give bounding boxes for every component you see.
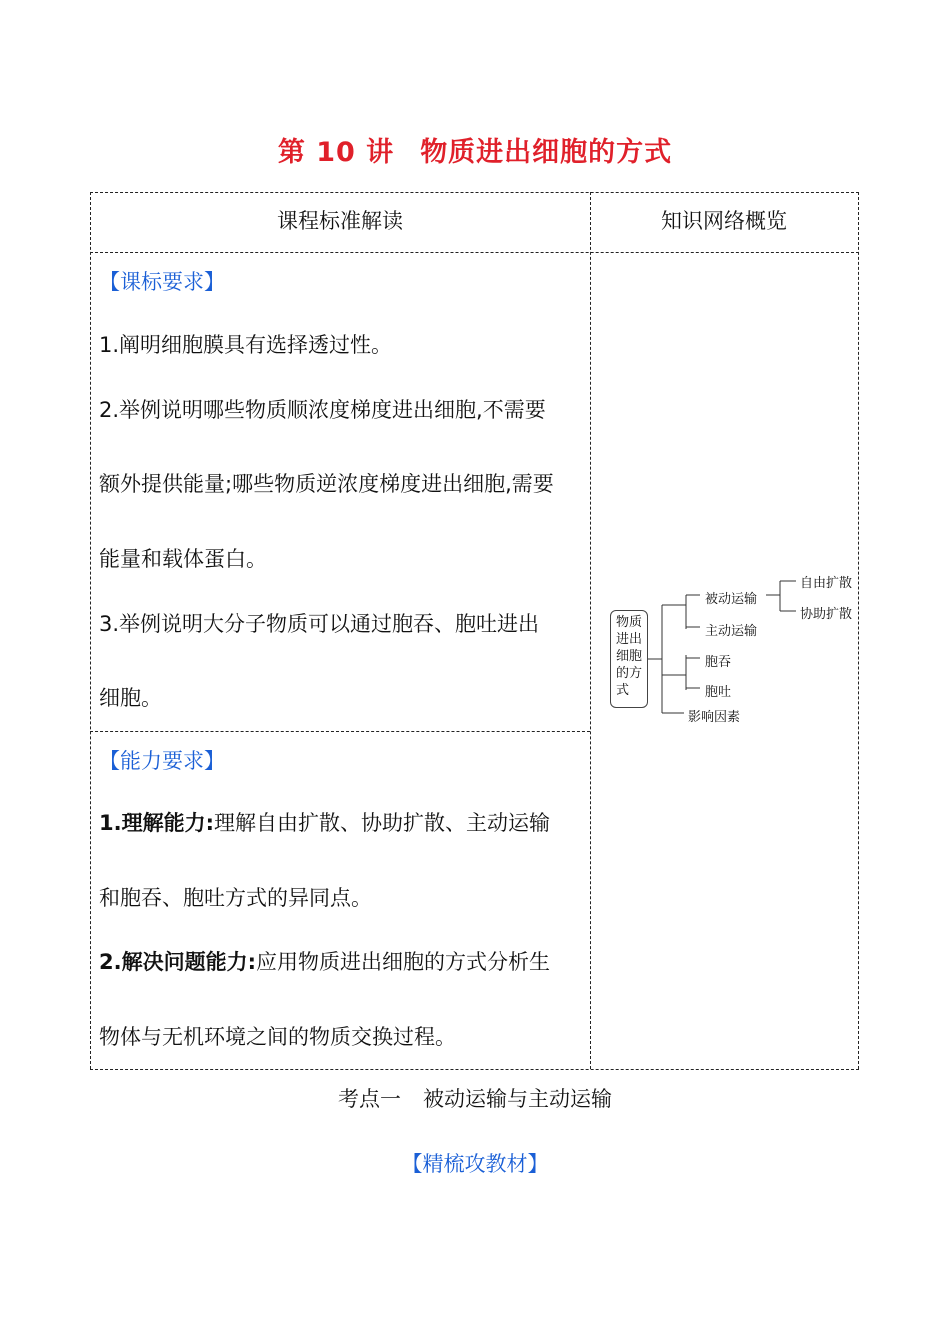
table-header-divider bbox=[90, 252, 859, 253]
col-header-knowledge-map: 知识网络概览 bbox=[661, 209, 787, 233]
section-label: 考点一 bbox=[338, 1087, 401, 1111]
requirement-line: 能量和载体蛋白。 bbox=[99, 547, 267, 571]
ability-item-2-cont: 物体与无机环境之间的物质交换过程。 bbox=[99, 1025, 456, 1049]
requirement-line: 2.举例说明哪些物质顺浓度梯度进出细胞,不需要 bbox=[99, 398, 546, 422]
mindmap-node-active: 主动运输 bbox=[705, 624, 758, 639]
ability-item-2 bbox=[99, 949, 550, 975]
ability-label: 2.解决问题能力: bbox=[99, 950, 256, 974]
requirement-line: 1.阐明细胞膜具有选择透过性。 bbox=[99, 333, 393, 357]
ability-item-1 bbox=[99, 810, 550, 836]
ability-label: 1.理解能力: bbox=[99, 811, 214, 835]
col-header-standards: 课程标准解读 bbox=[277, 209, 403, 233]
ability-text: 应用物质进出细胞的方式分析生 bbox=[256, 950, 550, 974]
table-column-divider bbox=[590, 192, 591, 1069]
mindmap-node-free-diffusion: 自由扩散 bbox=[800, 576, 853, 591]
table-left-border bbox=[90, 192, 91, 1069]
mindmap-node-passive: 被动运输 bbox=[705, 592, 758, 607]
table-bottom-border bbox=[90, 1069, 859, 1070]
section-heading bbox=[0, 1083, 950, 1113]
requirement-line: 3.举例说明大分子物质可以通过胞吞、胞吐进出 bbox=[99, 612, 540, 636]
curriculum-requirements-tag: 【课标要求】 bbox=[99, 270, 225, 294]
requirement-line: 额外提供能量;哪些物质逆浓度梯度进出细胞,需要 bbox=[99, 472, 554, 496]
ability-item-1-cont: 和胞吞、胞吐方式的异同点。 bbox=[99, 886, 372, 910]
section-divider bbox=[90, 731, 590, 732]
lesson-title: 物质进出细胞的方式 bbox=[420, 137, 673, 168]
mindmap-node-factors: 影响因素 bbox=[688, 710, 741, 725]
mindmap-node-endocytosis: 胞吞 bbox=[705, 655, 732, 670]
textbook-review-tag: 【精梳攻教材】 bbox=[401, 1152, 549, 1176]
requirement-line: 细胞。 bbox=[99, 686, 162, 710]
table-top-border bbox=[90, 192, 859, 193]
mindmap-node-facilitated-diffusion: 协助扩散 bbox=[800, 607, 853, 622]
page-title bbox=[0, 130, 950, 169]
mindmap-node-exocytosis: 胞吐 bbox=[705, 685, 732, 700]
ability-text: 理解自由扩散、协助扩散、主动运输 bbox=[214, 811, 550, 835]
ability-requirements-tag: 【能力要求】 bbox=[99, 749, 225, 773]
lesson-number: 第 10 讲 bbox=[277, 137, 395, 168]
section-title: 被动运输与主动运输 bbox=[423, 1087, 612, 1111]
mindmap-root: 物质进出细胞的方式 bbox=[610, 610, 648, 708]
knowledge-mindmap bbox=[600, 565, 860, 735]
